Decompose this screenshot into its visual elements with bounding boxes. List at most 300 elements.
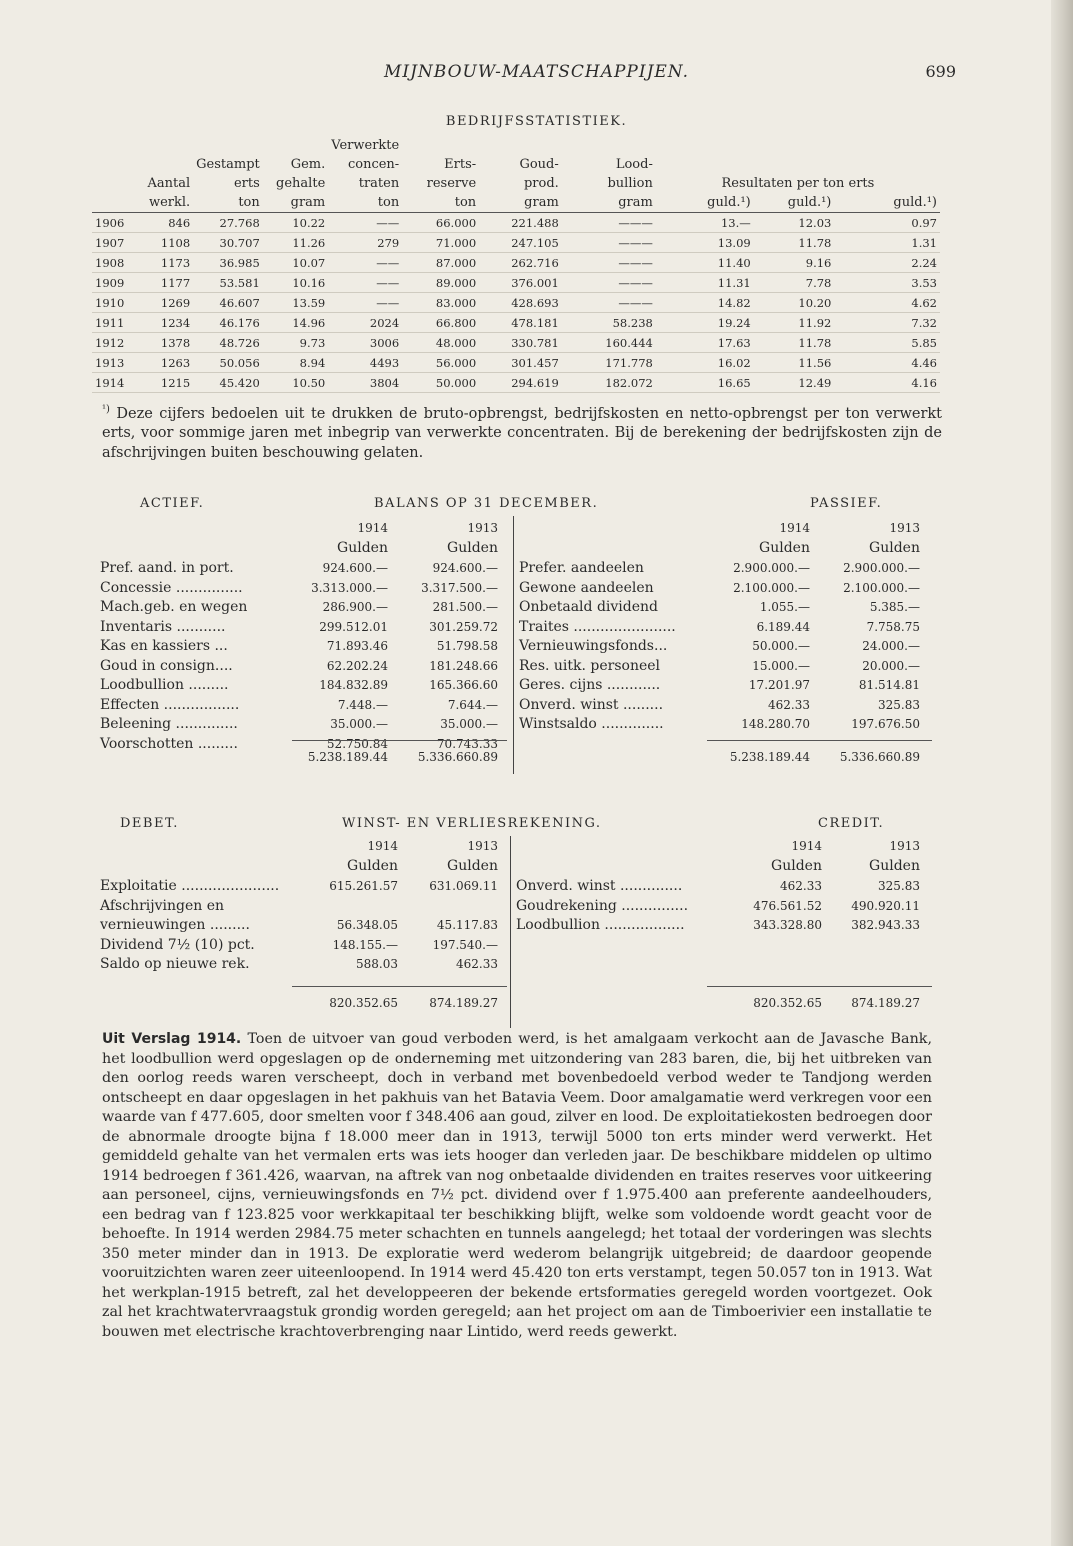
stats-header-cell: ton (402, 193, 479, 213)
ledger-item: Afschrijvingen en (100, 897, 225, 914)
stats-cell: 3804 (328, 373, 402, 393)
stats-header-cell (92, 193, 136, 213)
stats-row (92, 273, 940, 293)
ledger-header-row (92, 837, 940, 856)
ledger-row-right (92, 559, 940, 578)
stats-cell: —— (328, 213, 402, 233)
ledger-total: 5.238.189.44 (307, 750, 388, 764)
stats-header-cell (562, 136, 656, 155)
ledger-value: 20.000.— (862, 658, 920, 673)
stats-cell: 66.800 (402, 313, 479, 333)
stats-cell: —— (328, 253, 402, 273)
running-title: MIJNBOUW-MAATSCHAPPIJEN. (384, 62, 689, 82)
stats-row (92, 333, 940, 353)
ledger-row-right (92, 715, 940, 734)
stats-header-cell: traten (358, 176, 400, 191)
ledger-value: 490.920.11 (851, 898, 920, 913)
ledger-item: Mach.geb. en wegen (100, 599, 248, 615)
ledger-row-right (92, 877, 940, 896)
stats-cell: ——— (562, 253, 656, 273)
stats-header-cell: Resultaten per ton erts (721, 176, 875, 191)
stats-cell: 7.32 (834, 313, 940, 333)
balance-left-label: ACTIEF. (140, 496, 205, 511)
ledger-value: 924.600.— (432, 561, 498, 575)
stats-header-cell (656, 155, 754, 174)
ledger-value: 299.512.01 (319, 619, 388, 634)
pl-left-label: DEBET. (120, 816, 179, 831)
ledger-total: 820.352.65 (753, 996, 822, 1010)
ledger-value: 462.33 (780, 879, 822, 893)
stats-cell: 0.97 (834, 213, 940, 233)
stats-cell: 1215 (136, 373, 194, 393)
stats-cell: 301.457 (479, 353, 562, 373)
ledger-total: 5.336.660.89 (417, 750, 498, 764)
stats-title: BEDRIJFSSTATISTIEK. (445, 114, 628, 129)
ledger-value: 15.000.— (752, 658, 810, 673)
footnote (102, 400, 942, 463)
ledger-value: 3.313.000.— (311, 580, 388, 595)
stats-cell: 330.781 (479, 333, 562, 353)
stats-cell: 12.03 (754, 213, 835, 233)
ledger-item: Inventaris ........... (100, 618, 226, 635)
ledger-value: 3.317.500.— (421, 580, 498, 595)
stats-cell: ——— (562, 233, 656, 253)
stats-cell: 30.707 (193, 233, 263, 253)
stats-cell: 5.85 (834, 333, 940, 353)
ledger-total: 5.336.660.89 (839, 750, 920, 764)
stats-cell: 36.985 (193, 253, 263, 273)
ledger-header-row (92, 857, 940, 876)
stats-header-cell (402, 136, 479, 155)
stats-cell: 1378 (136, 333, 194, 353)
stats-header-cell (834, 155, 940, 174)
report-heading: Uit Verslag 1914. (102, 1031, 242, 1047)
stats-header-row (92, 136, 940, 155)
ledger-totals (92, 748, 940, 767)
ledger-value: 35.000.— (440, 717, 498, 731)
ledger-value: 325.83 (878, 697, 920, 712)
stats-cell: 376.001 (479, 273, 562, 293)
stats-header-cell (193, 136, 263, 155)
stats-header (92, 136, 940, 213)
stats-header-cell: concen- (347, 157, 400, 172)
stats-cell: 3.53 (834, 273, 940, 293)
stats-cell: 13.— (656, 213, 754, 233)
ledger-row-right (92, 897, 940, 916)
stats-cell: 1263 (136, 353, 194, 373)
ledger-unit: Gulden (869, 540, 920, 556)
stats-cell: —— (328, 273, 402, 293)
ledger-value: 148.155.— (332, 937, 398, 952)
stats-year: 1912 (92, 333, 136, 353)
balance-right-label: PASSIEF. (810, 496, 883, 511)
ledger-unit: Gulden (759, 540, 810, 556)
stats-row (92, 293, 940, 313)
ledger-row-right (92, 618, 940, 637)
stats-year: 1908 (92, 253, 136, 273)
ledger-item: vernieuwingen ......... (100, 917, 250, 933)
ledger-value: 24.000.— (862, 639, 920, 653)
stats-cell: 45.420 (193, 373, 263, 393)
stats-year: 1910 (92, 293, 136, 313)
stats-cell: 19.24 (656, 313, 754, 333)
ledger-value: 7.448.— (337, 697, 388, 712)
stats-cell: ——— (562, 293, 656, 313)
stats-header-cell: guld.¹) (754, 193, 835, 213)
stats-year: 1906 (92, 213, 136, 233)
stats-cell: 9.16 (754, 253, 835, 273)
ledger-value: 6.189.44 (756, 619, 810, 634)
stats-header-cell: Gem. (290, 157, 326, 172)
stats-cell: 11.78 (754, 333, 835, 353)
stats-cell: 27.768 (193, 213, 263, 233)
ledger-unit: Gulden (869, 858, 920, 874)
ledger-value: 45.117.83 (436, 918, 498, 932)
running-head (0, 62, 1073, 86)
stats-header-cell: werkl. (136, 193, 194, 213)
stats-header-cell (479, 136, 562, 155)
ledger-row-right (92, 657, 940, 676)
profit-loss-account (92, 812, 940, 1022)
stats-cell: 11.31 (656, 273, 754, 293)
stats-row (92, 373, 940, 393)
ledger-year: 1914 (791, 839, 822, 853)
ledger-value: 17.201.97 (748, 678, 810, 692)
ledger-value: 181.248.66 (429, 658, 498, 673)
ledger-row-right (92, 579, 940, 598)
stats-cell: 9.73 (263, 333, 329, 353)
stats-header-cell: ton (193, 193, 263, 213)
stats-cell: 11.26 (263, 233, 329, 253)
stats-header-cell: Verwerkte (331, 138, 400, 153)
stats-cell: 1234 (136, 313, 194, 333)
stats-cell: 1173 (136, 253, 194, 273)
ledger-unit: Gulden (347, 858, 398, 874)
ledger-value: 301.259.72 (429, 619, 498, 634)
ledger-item: Beleening .............. (100, 716, 238, 732)
stats-cell: 221.488 (479, 213, 562, 233)
stats-cell: 10.20 (754, 293, 835, 313)
ledger-unit: Gulden (447, 540, 498, 556)
ledger-value: 56.348.05 (336, 918, 398, 932)
stats-cell: 10.22 (263, 213, 329, 233)
stats-cell: 3006 (328, 333, 402, 353)
ledger-item: Dividend 7½ (10) pct. (100, 936, 255, 953)
stats-cell: 846 (136, 213, 194, 233)
ledger-value: 81.514.81 (858, 678, 920, 692)
stats-header-row (92, 174, 940, 193)
stats-header-cell: ton (328, 193, 402, 213)
stats-cell: 160.444 (562, 333, 656, 353)
stats-cell: 4.46 (834, 353, 940, 373)
stats-cell: 56.000 (402, 353, 479, 373)
ledger-value: 62.202.24 (326, 658, 388, 673)
ledger-total: 5.238.189.44 (729, 750, 810, 764)
ledger-value: 52.750.84 (326, 736, 388, 751)
ledger-value: 71.893.46 (326, 639, 388, 653)
ledger-item: Winstsaldo .............. (519, 716, 664, 732)
stats-cell: ——— (562, 213, 656, 233)
stats-header-cell: Gestampt (196, 157, 260, 172)
ledger-row-right (92, 598, 940, 617)
ledger-value: 476.561.52 (753, 898, 822, 913)
stats-cell: 478.181 (479, 313, 562, 333)
stats-cell: 294.619 (479, 373, 562, 393)
ledger-item: Kas en kassiers ... (100, 638, 228, 654)
ledger-item: Voorschotten ......... (100, 735, 238, 752)
stats-row (92, 233, 940, 253)
ledger-value: 51.798.58 (436, 639, 498, 653)
stats-row (92, 253, 940, 273)
stats-cell: 171.778 (562, 353, 656, 373)
ledger-value: 197.540.— (432, 937, 498, 952)
ledger-header-row (92, 519, 940, 538)
stats-cell: 10.07 (263, 253, 329, 273)
stats-cell: 247.105 (479, 233, 562, 253)
stats-cell: 16.65 (656, 373, 754, 393)
ledger-row-right (92, 916, 940, 935)
ledger-item: Prefer. aandeelen (519, 560, 644, 576)
stats-cell: 11.92 (754, 313, 835, 333)
stats-cell: —— (328, 293, 402, 313)
stats-cell: 87.000 (402, 253, 479, 273)
ledger-total: 874.189.27 (429, 996, 498, 1010)
ledger-total: 820.352.65 (329, 996, 398, 1010)
stats-cell: 1269 (136, 293, 194, 313)
ledger-value: 5.385.— (869, 600, 920, 614)
stats-header-cell (656, 136, 754, 155)
stats-cell: 4.16 (834, 373, 940, 393)
stats-cell: 11.40 (656, 253, 754, 273)
stats-header-cell: gram (263, 193, 329, 213)
stats-cell: 50.056 (193, 353, 263, 373)
ledger-item: Geres. cijns ............ (519, 677, 661, 693)
page-edge (1051, 0, 1073, 1546)
stats-header-cell (754, 155, 835, 174)
stats-cell: 48.000 (402, 333, 479, 353)
stats-cell: 50.000 (402, 373, 479, 393)
ledger-unit: Gulden (771, 858, 822, 874)
stats-header-cell: Aantal (147, 176, 191, 191)
stats-header-cell: Lood- (615, 157, 653, 172)
ledger-value: 382.943.33 (851, 918, 920, 932)
stats-header-cell (754, 136, 835, 155)
ledger-value: 615.261.57 (329, 879, 398, 893)
stats-year: 1914 (92, 373, 136, 393)
total-rule-right (707, 986, 932, 987)
ledger-unit: Gulden (447, 858, 498, 874)
ledger-value: 148.280.70 (741, 717, 810, 731)
ledger-item: Onbetaald dividend (519, 599, 659, 615)
ledger-item: Traites ....................... (519, 618, 676, 635)
stats-header-cell (136, 155, 194, 174)
stats-header-cell: gram (479, 193, 562, 213)
ledger-value: 631.069.11 (429, 879, 498, 893)
stats-cell: 4493 (328, 353, 402, 373)
stats-row (92, 313, 940, 333)
ledger-year: 1913 (467, 839, 498, 853)
stats-cell: 2.24 (834, 253, 940, 273)
stats-header-cell (136, 136, 194, 155)
ledger-row-right (92, 676, 940, 695)
stats-year: 1909 (92, 273, 136, 293)
stats-cell: 12.49 (754, 373, 835, 393)
stats-cell: 1108 (136, 233, 194, 253)
stats-row (92, 353, 940, 373)
stats-cell: 14.96 (263, 313, 329, 333)
report (102, 1030, 932, 1342)
ledger-value: 2.100.000.— (843, 580, 920, 595)
stats-cell: 46.176 (193, 313, 263, 333)
ledger-value: 588.03 (356, 957, 398, 971)
ledger-value: 343.328.80 (753, 918, 822, 932)
ledger-item: Concessie ............... (100, 579, 243, 596)
ledger-totals (92, 994, 940, 1013)
stats-header-cell: bullion (607, 176, 653, 191)
ledger-item: Effecten ................. (100, 696, 240, 713)
ledger-item: Saldo op nieuwe rek. (100, 956, 250, 972)
stats-cell: 66.000 (402, 213, 479, 233)
ledger-unit: Gulden (337, 540, 388, 556)
ledger-row-left (92, 936, 940, 955)
stats-cell: 58.238 (562, 313, 656, 333)
stats-header-row (92, 155, 940, 174)
stats-cell: 11.56 (754, 353, 835, 373)
total-rule-left (292, 986, 507, 987)
stats-cell: 8.94 (263, 353, 329, 373)
ledger-item: Loodbullion .................. (516, 917, 685, 933)
ledger-value: 184.832.89 (319, 678, 388, 692)
ledger-value: 197.676.50 (851, 717, 920, 731)
ledger-value: 50.000.— (752, 639, 810, 653)
stats-cell: 1.31 (834, 233, 940, 253)
stats-cell: 4.62 (834, 293, 940, 313)
stats-year: 1913 (92, 353, 136, 373)
ledger-item: Goudrekening ............... (516, 897, 689, 914)
report-text: Toen de uitvoer van goud verboden werd, is het amalgaam verkocht aan de Javasche Bank, het loodbullion werd opgeslagen op de onderneming met uitzondering van 283 baren, die, bij het uitbreken van den oorlog reeds waren verscheept, doch in verband met bovenbedoeld verbod weder te Tandjong werden ontscheept en daar opgeslagen in het pakhuis van het Batavia Veem. Door amalgamatie werd verkregen voor een waarde van f 477.605, door smelten voor f 348.406 aan goud, zilver en lood. De exploitatiekosten bedroegen door de abnormale droogte bijna f 18.000 meer dan in 1913, terwijl 5000 ton erts minder werd verwerkt. Het gemiddeld gehalte van het vermalen erts was iets hooger dan verleden jaar. De beschikbare middelen op ultimo 1914 bedroegen f 361.426, waarvan, na aftrek van nog onbetaalde dividenden en traites reserves voor uitkeering aan personeel, cijns, vernieuwingsfonds en 7½ pct. dividend over f 1.975.400 aan preferente aandeelhouders, een bedrag van f 123.825 voor werkkapitaal ter beschikking blijft, welke som voldoende wordt geacht voor de behoefte. In 1914 werden 2984.75 meter schachten en tunnels aangelegd; het totaal der vorderingen was slechts 350 meter minder dan in 1913. De exploratie werd wederom belangrijk uitgebreid; de daardoor geopende vooruitzichten waren zeer uiteenloopend. In 1914 werd 45.420 ton erts verstampt, tegen 50.057 ton in 1913. Wat het werkplan-1915 betreft, zal het developpeeren der bekende ertsformaties geregeld worden voortgezet. Ook zal het krachtwatervraagstuk grondig worden geregeld; aan het project om aan de Timboerivier een installatie te bouwen met electrische krachtoverbrenging naar Lintido, werd reeds gewerkt. (102, 1031, 932, 1340)
stats-cell: 13.09 (656, 233, 754, 253)
stats-header-cell: guld.¹) (834, 193, 940, 213)
stats-cell: 46.607 (193, 293, 263, 313)
ledger-value: 462.33 (456, 957, 498, 971)
stats-cell: 16.02 (656, 353, 754, 373)
stats-cell: 14.82 (656, 293, 754, 313)
stats-header-cell: gehalte (276, 176, 326, 191)
ledger-value: 286.900.— (322, 600, 388, 614)
stats-header-cell: Erts- (444, 157, 477, 172)
ledger-year: 1913 (889, 839, 920, 853)
balance-sheet (92, 492, 940, 777)
stats-header-cell (834, 136, 940, 155)
stats-header-cell: guld.¹) (656, 193, 754, 213)
ledger-row-right (92, 696, 940, 715)
stats-cell: 262.716 (479, 253, 562, 273)
ledger-item: Gewone aandeelen (519, 579, 654, 596)
footnote-text: Deze cijfers bedoelen uit te drukken de bruto-opbrengst, bedrijfskosten en netto-opbrengst per ton verwerkt erts, voor sommige jaren met inbegrip van verwerkte concentraten. Bij de berekening der bedrijfskosten zijn de afschrijvingen buiten beschouwing gelaten. (102, 405, 943, 461)
pl-right-label: CREDIT. (818, 816, 885, 831)
ledger-value: 2.900.000.— (843, 561, 920, 575)
ledger-item: Onverd. winst ......... (519, 696, 664, 713)
total-rule-right (707, 740, 932, 741)
stats-cell: 13.59 (263, 293, 329, 313)
ledger-year: 1913 (889, 521, 920, 535)
stats-header-cell (92, 136, 136, 155)
balance-title: BALANS OP 31 DECEMBER. (374, 496, 599, 511)
footnote-marker: ¹) (102, 404, 110, 415)
ledger-value: 462.33 (768, 697, 810, 712)
stats-row (92, 213, 940, 233)
ledger-value: 7.758.75 (866, 619, 920, 634)
stats-header-cell (92, 174, 136, 193)
ledger-total: 874.189.27 (851, 996, 920, 1010)
ledger-value: 281.500.— (432, 600, 498, 614)
ledger-value: 1.055.— (759, 600, 810, 614)
ledger-value: 2.900.000.— (733, 561, 810, 575)
ledger-year: 1914 (779, 521, 810, 535)
ledger-header-row (92, 539, 940, 558)
ledger-year: 1914 (367, 839, 398, 853)
stats-cell: 89.000 (402, 273, 479, 293)
stats-cell: 279 (328, 233, 402, 253)
stats-cell: 428.693 (479, 293, 562, 313)
stats-cell: 11.78 (754, 233, 835, 253)
stats-cell: 17.63 (656, 333, 754, 353)
stats-cell: 71.000 (402, 233, 479, 253)
stats-header-cell: reserve (426, 176, 477, 191)
ledger-item: Vernieuwingsfonds... (519, 638, 668, 654)
ledger-row-left (92, 955, 940, 974)
stats-table (92, 136, 940, 393)
total-rule-left (292, 740, 507, 741)
ledger-value: 2.100.000.— (733, 580, 810, 595)
stats-year: 1911 (92, 313, 136, 333)
ledger-item: Exploitatie ...................... (100, 878, 280, 894)
stats-cell: 182.072 (562, 373, 656, 393)
stats-header-cell (92, 155, 136, 174)
ledger-year: 1913 (467, 521, 498, 535)
stats-header-cell: erts (233, 176, 260, 191)
ledger-item: Onverd. winst .............. (516, 878, 683, 894)
ledger-year: 1914 (357, 521, 388, 535)
stats-header-cell (263, 136, 329, 155)
ledger-row-right (92, 637, 940, 656)
stats-body (92, 213, 940, 393)
stats-cell: 1177 (136, 273, 194, 293)
ledger-value: 924.600.— (322, 561, 388, 575)
stats-year: 1907 (92, 233, 136, 253)
stats-cell: 7.78 (754, 273, 835, 293)
stats-cell: 2024 (328, 313, 402, 333)
stats-cell: ——— (562, 273, 656, 293)
ledger-item: Pref. aand. in port. (100, 560, 234, 576)
stats-cell: 48.726 (193, 333, 263, 353)
pl-title: WINST- EN VERLIESREKENING. (342, 816, 602, 831)
ledger-item: Loodbullion ......... (100, 677, 229, 693)
stats-header-cell: prod. (523, 176, 559, 191)
stats-header-cell: gram (562, 193, 656, 213)
ledger-item: Goud in consign.... (100, 657, 233, 674)
stats-cell: 10.50 (263, 373, 329, 393)
stats-header-row (92, 193, 940, 213)
ledger-value: 165.366.60 (429, 678, 498, 692)
ledger-value: 7.644.— (447, 697, 498, 712)
ledger-value: 70.743.33 (436, 736, 498, 751)
ledger-value: 35.000.— (330, 717, 388, 731)
page-number: 699 (925, 62, 956, 81)
stats-cell: 10.16 (263, 273, 329, 293)
ledger-value: 325.83 (878, 879, 920, 893)
stats-cell: 53.581 (193, 273, 263, 293)
